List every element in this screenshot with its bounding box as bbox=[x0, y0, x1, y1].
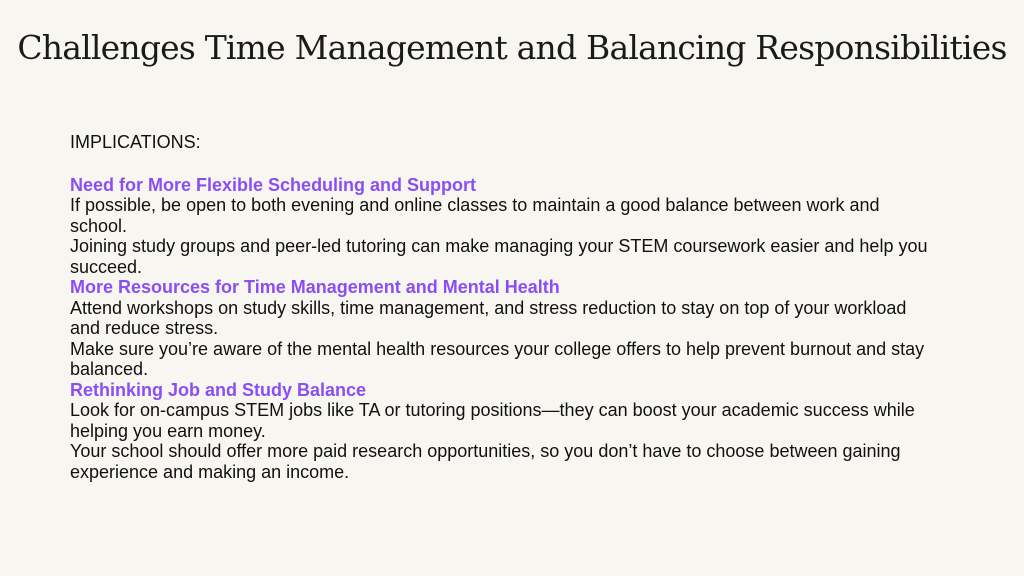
slide-body bbox=[70, 132, 930, 482]
section-heading: Need for More Flexible Scheduling and Support bbox=[70, 174, 477, 195]
slide-title: Challenges Time Management and Balancing Responsibilities bbox=[17, 28, 1007, 67]
section-flexible-scheduling bbox=[70, 175, 930, 278]
section-heading: Rethinking Job and Study Balance bbox=[70, 379, 367, 400]
section-paragraph: Your school should offer more paid research opportunities, so you don’t have to choose between gaining experience and making an income. bbox=[70, 441, 901, 482]
section-paragraph: Joining study groups and peer-led tutoring can make managing your STEM coursework easier and help you succeed. bbox=[70, 236, 928, 277]
section-time-management-mental-health bbox=[70, 277, 930, 380]
section-paragraph: Attend workshops on study skills, time management, and stress reduction to stay on top of your workload and reduce stress. bbox=[70, 297, 907, 338]
section-paragraph: Look for on-campus STEM jobs like TA or tutoring positions—they can boost your academic success while helping you earn money. bbox=[70, 400, 915, 441]
section-paragraph: Make sure you’re aware of the mental health resources your college offers to help prevent burnout and stay balanced. bbox=[70, 338, 925, 379]
section-heading: More Resources for Time Management and Mental Health bbox=[70, 277, 560, 297]
implications-label: IMPLICATIONS: bbox=[70, 132, 201, 152]
section-job-study-balance bbox=[70, 380, 930, 483]
section-paragraph: If possible, be open to both evening and online classes to maintain a good balance between work and school. bbox=[70, 195, 880, 236]
